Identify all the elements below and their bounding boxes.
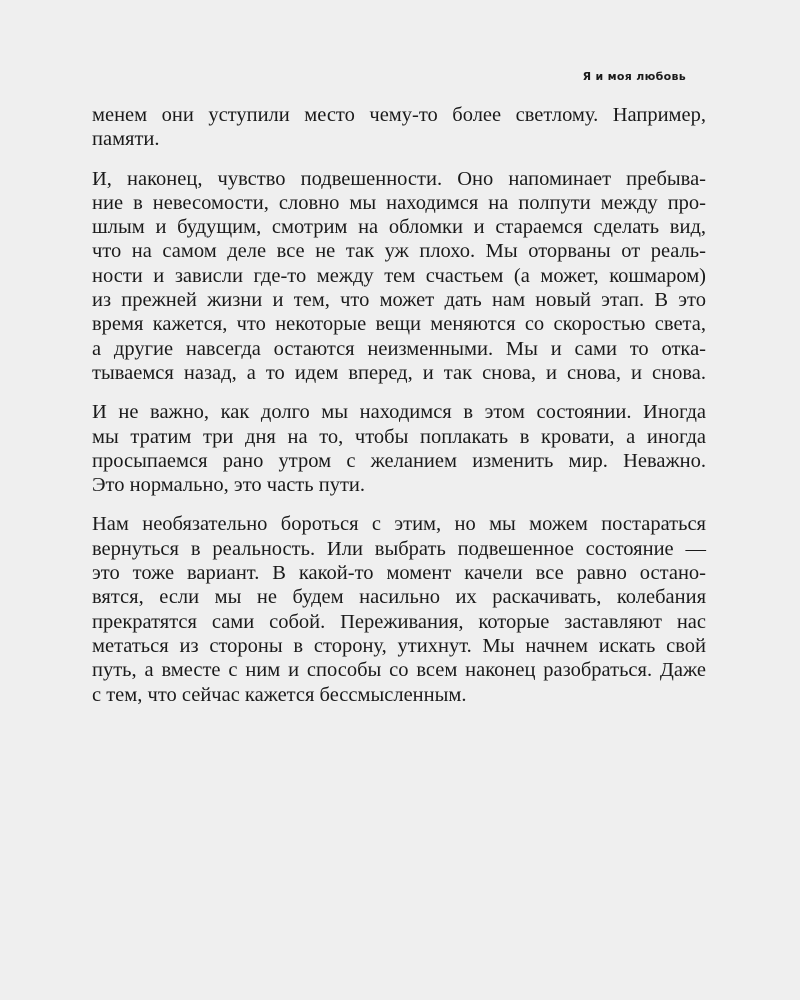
text-line: прекратятся сами собой. Переживания, которые заставляют нас — [92, 610, 706, 633]
text-line: Нам необязательно бороться с этим, но мы можем постараться — [92, 513, 706, 536]
text-line: И, наконец, чувство подвешенности. Оно напоминает пребыва- — [92, 167, 706, 190]
text-line: просыпаемся рано утром с желанием изменить мир. Неважно. — [92, 449, 706, 472]
paragraph — [92, 103, 706, 152]
text-line: Это нормально, это часть пути. — [92, 474, 365, 497]
text-line: мы тратим три дня на то, чтобы поплакать в кровати, а иногда — [92, 425, 706, 448]
text-line: вятся, если мы не будем насильно их раскачивать, колебания — [92, 586, 706, 609]
text-line: метаться из стороны в сторону, утихнут. Мы начнем искать свой — [92, 634, 706, 657]
text-line: а другие навсегда остаются неизменными. Мы и сами то отка- — [92, 337, 706, 360]
body-text — [92, 103, 706, 722]
text-line: время кажется, что некоторые вещи меняются со скоростью света, — [92, 313, 706, 336]
text-line: это тоже вариант. В какой-то момент качели все равно остано- — [92, 562, 706, 585]
text-line: менем они уступили место чему-то более светлому. Например, — [92, 104, 706, 126]
text-line: путь, а вместе с ним и способы со всем наконец разобраться. Даже — [92, 659, 706, 682]
text-line: ние в невесомости, словно мы находимся на полпути между про- — [92, 191, 706, 214]
running-header: Я и моя любовь — [582, 70, 686, 83]
paragraph — [92, 167, 706, 386]
paragraph — [92, 512, 706, 706]
text-line: тываемся назад, а то идем вперед, и так снова, и снова, и снова. — [92, 361, 706, 384]
text-line: из прежней жизни и тем, что может дать нам новый этап. В это — [92, 289, 706, 312]
text-line: с тем, что сейчас кажется бессмысленным. — [92, 683, 467, 706]
text-line: вернуться в реальность. Или выбрать подвешенное состояние — — [92, 537, 706, 560]
paragraph — [92, 400, 706, 497]
text-line: И не важно, как долго мы находимся в этом состоянии. Иногда — [92, 401, 706, 424]
text-line: что на самом деле все не так уж плохо. Мы оторваны от реаль- — [92, 240, 706, 263]
text-line: шлым и будущим, смотрим на обломки и стараемся сделать вид, — [92, 216, 706, 239]
text-line: памяти. — [92, 128, 160, 151]
text-line: ности и зависли где-то между тем счастьем (а может, кошмаром) — [92, 264, 706, 287]
